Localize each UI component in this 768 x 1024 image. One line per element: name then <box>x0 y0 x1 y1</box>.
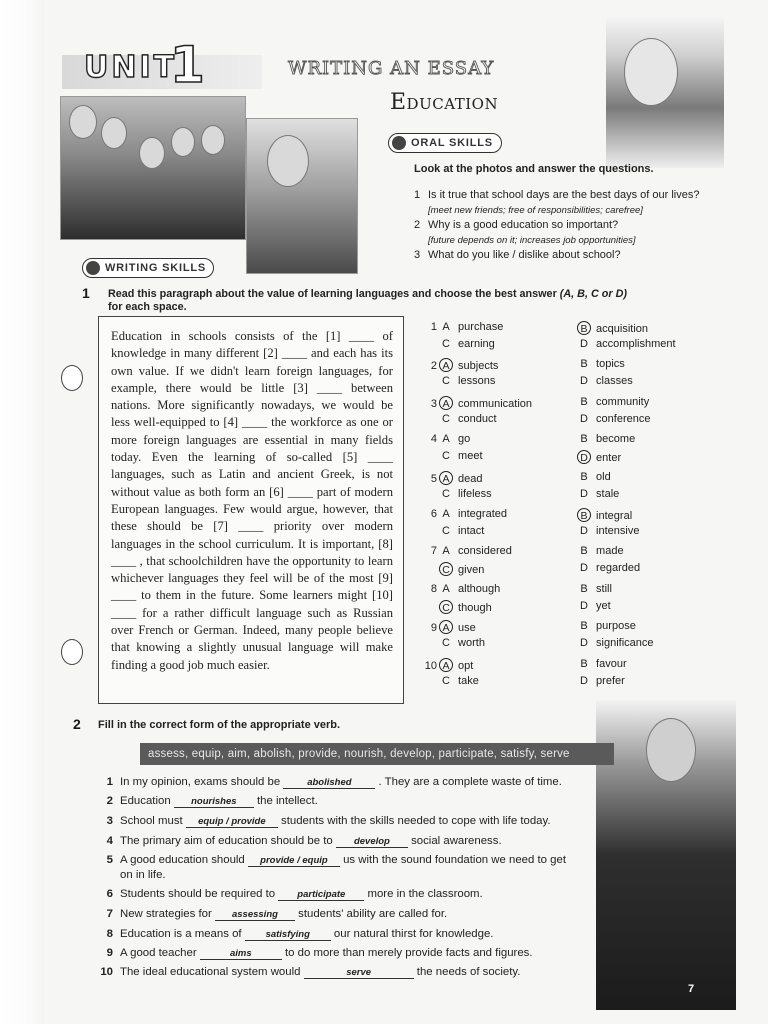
fill-item <box>95 795 318 808</box>
fill-answer: provide / equip <box>248 855 340 867</box>
option-letter: D <box>580 338 588 350</box>
option-word: purchase <box>455 321 504 333</box>
option-7-b <box>577 545 624 557</box>
exercise-2-number: 2 <box>73 716 81 732</box>
fill-item <box>95 776 562 789</box>
option-word: community <box>593 395 650 408</box>
binder-hole-bottom <box>61 639 83 665</box>
option-9-b <box>577 620 636 632</box>
option-word: take <box>455 674 479 687</box>
option-number: 8 <box>430 582 437 595</box>
fill-item-text: In my opinion, exams should be <box>120 776 284 788</box>
option-number: 7 <box>430 545 437 558</box>
option-word: conduct <box>455 412 497 425</box>
option-5-c <box>439 488 492 500</box>
fill-item-number: 6 <box>106 888 113 900</box>
bullet-icon <box>392 136 406 150</box>
option-word: subjects <box>455 360 499 373</box>
option-letter: A <box>439 471 453 485</box>
option-word: become <box>593 433 636 446</box>
option-letter: D <box>580 674 588 687</box>
exercise-1-instruction <box>108 288 627 300</box>
fill-item-number: 2 <box>106 795 113 807</box>
option-word: use <box>455 622 476 635</box>
oral-q3-number: 3 <box>414 249 421 261</box>
option-letter: A <box>439 396 453 410</box>
fill-answer: abolished <box>283 777 375 789</box>
fill-item-text: The primary aim of education should be to <box>120 835 336 847</box>
option-letter: C <box>442 338 450 350</box>
fill-item-text-end: students' ability are called for. <box>294 908 448 920</box>
option-8-d <box>577 600 611 612</box>
fill-item-number: 8 <box>106 928 113 940</box>
option-word: made <box>593 545 624 558</box>
fill-item-text-end: to do more than merely provide facts and figures. <box>281 947 533 959</box>
option-letter: B <box>580 470 588 483</box>
option-letter: D <box>580 487 588 500</box>
option-letter: D <box>580 637 588 650</box>
option-10-c <box>439 675 479 687</box>
option-word: lifeless <box>455 487 492 500</box>
fill-item-number: 7 <box>106 908 113 920</box>
option-8-b <box>577 583 612 595</box>
fill-item-number: 9 <box>106 947 113 959</box>
fill-item-continuation: on in life. <box>120 869 166 881</box>
option-5-d <box>577 488 619 500</box>
option-word: enter <box>593 452 622 465</box>
option-letter: C <box>442 375 450 388</box>
fill-item-text: School must <box>120 815 186 827</box>
oral-skills-label: ORAL SKILLS <box>411 137 493 149</box>
fill-answer: participate <box>278 889 364 901</box>
fill-item-text: New strategies for <box>120 908 215 920</box>
option-word: yet <box>593 599 611 612</box>
option-3-a <box>423 396 532 410</box>
unit-subtitle: WRITING AN ESSAY <box>288 58 495 79</box>
oral-q1: Is it true that school days are the best days of our lives? <box>428 189 700 201</box>
option-9-d <box>577 637 654 649</box>
option-10-d <box>577 675 625 687</box>
option-2-a <box>423 358 498 372</box>
page-number: 7 <box>688 983 695 995</box>
oral-q3: What do you like / dislike about school? <box>428 249 621 261</box>
binder-hole-top <box>61 365 83 391</box>
option-4-d <box>577 450 621 464</box>
option-letter: C <box>442 525 450 537</box>
option-word: old <box>593 470 611 483</box>
fill-item-number: 5 <box>106 854 113 866</box>
option-7-c <box>439 562 484 576</box>
option-1-a <box>423 321 503 333</box>
fill-item-text-end: social awareness. <box>407 835 502 847</box>
option-letter: B <box>580 395 588 408</box>
option-word: topics <box>593 358 625 371</box>
option-6-c <box>439 525 484 537</box>
option-7-d <box>577 562 640 574</box>
option-3-c <box>439 413 497 425</box>
fill-item-text-end: students with the skills needed to cope with life today. <box>277 815 551 827</box>
unit-number: 1 <box>170 36 205 94</box>
page-edge-shadow <box>0 0 44 1024</box>
fill-item <box>95 888 483 901</box>
option-word: worth <box>455 637 485 650</box>
option-letter: D <box>580 412 588 425</box>
option-letter: A <box>442 433 450 446</box>
fill-answer: assessing <box>215 909 295 921</box>
fill-item <box>95 908 447 921</box>
oral-skills-badge <box>388 133 502 153</box>
writing-skills-label: WRITING SKILLS <box>105 262 207 274</box>
option-letter: C <box>439 562 453 576</box>
option-word: opt <box>455 659 474 672</box>
option-word: integral <box>593 510 633 522</box>
option-letter: D <box>577 450 591 464</box>
passage-text: Education in schools consists of the [1] ____ of knowledge in many different [2] ____ and each has its own value. If we didn't learn foreign languages, for example, there would be little [3] ____ between nations. More significantly nowadays, we would be less well-equipped to [4] ____ the workforce as one or more foreign languages are essential in many fields today. Even the learning of so-called [5] ____ languages, such as Latin and ancient Greek, is not without value as both form an [6] ____ part of modern European languages. Few would argue, however, that these should be [7] ____ priority over modern languages in the school curriculum. It is important, [8] ____ , that schoolchildren have the opportunity to learn whichever languages they feel will be of the most [9] ____ to them in the future. Some learners might [10] ____ for a rather difficult language such as Russian over French or German. Indeed, many people believe that knowing a slightly unusual language will make finding a good job much easier. <box>111 329 393 672</box>
option-3-d <box>577 413 650 425</box>
option-letter: B <box>580 620 588 633</box>
option-word: dead <box>455 472 483 485</box>
option-letter: D <box>580 375 588 388</box>
option-letter: C <box>442 637 450 650</box>
fill-item-text: A good teacher <box>120 947 200 959</box>
option-letter: B <box>580 657 588 670</box>
option-8-c <box>439 600 492 614</box>
option-letter: B <box>580 582 588 595</box>
option-word: intact <box>455 525 485 537</box>
option-10-b <box>577 658 627 670</box>
option-6-b <box>577 508 632 522</box>
fill-item <box>95 835 502 848</box>
option-word: purpose <box>593 620 636 633</box>
exercise-1-instruction-cont: for each space. <box>108 301 187 313</box>
option-number: 9 <box>430 622 437 635</box>
option-letter: B <box>577 321 591 335</box>
option-number: 4 <box>430 433 437 446</box>
oral-instruction: Look at the photos and answer the questions. <box>414 163 654 175</box>
option-letter: B <box>580 545 588 558</box>
option-letter: B <box>580 358 588 371</box>
option-1-b <box>577 321 648 335</box>
option-word: conference <box>593 412 651 425</box>
businessman-photo <box>596 700 736 1010</box>
option-number: 5 <box>430 472 437 485</box>
fill-item-text: Students should be required to <box>120 888 279 900</box>
option-4-a <box>423 433 470 445</box>
option-letter: D <box>580 562 588 575</box>
fill-answer: develop <box>336 836 408 848</box>
option-letter: A <box>439 620 453 634</box>
option-word: intensive <box>593 525 640 537</box>
exercise-1-letters: (A, B, C or D) <box>559 288 627 300</box>
schoolgirl-photo <box>246 118 358 274</box>
fill-item-text-end: the needs of society. <box>413 966 521 978</box>
option-letter: A <box>442 321 450 333</box>
fill-answer: satisfying <box>245 929 331 941</box>
exercise-1-number: 1 <box>82 285 90 301</box>
fill-answer: serve <box>304 967 414 979</box>
option-letter: C <box>442 487 450 500</box>
option-word: accomplishment <box>593 338 676 350</box>
bullet-icon <box>86 261 100 275</box>
option-letter: B <box>580 433 588 446</box>
fill-item <box>95 928 493 941</box>
option-9-c <box>439 637 485 649</box>
writing-skills-badge <box>82 258 214 278</box>
option-number: 2 <box>430 360 437 373</box>
option-number: 3 <box>430 397 437 410</box>
option-letter: C <box>439 600 453 614</box>
fill-item-number: 4 <box>106 835 113 847</box>
option-letter: A <box>442 582 450 595</box>
woman-portrait-photo <box>606 18 724 168</box>
unit-label: UNIT <box>84 50 178 85</box>
exercise-2-instruction: Fill in the correct form of the appropriate verb. <box>98 719 341 731</box>
option-7-a <box>423 545 512 557</box>
oral-q1-number: 1 <box>414 189 421 201</box>
fill-item <box>95 947 533 960</box>
word-bank: assess, equip, aim, abolish, provide, nourish, develop, participate, satisfy, serve <box>140 743 614 765</box>
fill-item-number: 3 <box>106 815 113 827</box>
option-word: favour <box>593 657 627 670</box>
option-word: meet <box>455 450 483 463</box>
option-word: classes <box>593 375 633 388</box>
option-letter: C <box>442 674 450 687</box>
students-group-photo <box>60 96 246 240</box>
option-5-b <box>577 471 611 483</box>
oral-q2-hint: [future depends on it; increases job opportunities] <box>428 235 636 246</box>
option-word: considered <box>455 545 512 558</box>
option-letter: B <box>577 508 591 522</box>
option-3-b <box>577 396 649 408</box>
option-number: 10 <box>424 659 437 672</box>
option-2-b <box>577 358 625 370</box>
oral-q2-number: 2 <box>414 219 421 231</box>
fill-item <box>95 815 551 828</box>
option-letter: D <box>580 525 588 537</box>
option-6-a <box>423 508 507 520</box>
option-word: go <box>455 433 471 446</box>
option-word: still <box>593 582 612 595</box>
exercise-1-instruction-text: Read this paragraph about the value of learning languages and choose the best answer <box>108 288 557 300</box>
option-word: significance <box>593 637 654 650</box>
option-4-b <box>577 433 635 445</box>
page-title: Education <box>390 90 499 115</box>
option-word: although <box>455 582 501 595</box>
option-letter: C <box>442 450 450 463</box>
oral-q1-hint: [meet new friends; free of responsibilities; carefree] <box>428 205 643 216</box>
option-word: earning <box>455 338 495 350</box>
option-word: stale <box>593 487 620 500</box>
fill-item-text: Education is a means of <box>120 928 245 940</box>
option-letter: C <box>442 412 450 425</box>
option-6-d <box>577 525 639 537</box>
option-number: 1 <box>430 321 437 333</box>
option-word: communication <box>455 397 533 410</box>
fill-item-text: A good education should <box>120 854 248 866</box>
option-8-a <box>423 583 500 595</box>
option-10-a <box>423 658 473 672</box>
option-4-c <box>439 450 483 462</box>
option-9-a <box>423 620 476 634</box>
fill-item <box>95 966 520 979</box>
option-letter: A <box>442 545 450 558</box>
fill-item-text-end: us with the sound foundation we need to get <box>339 854 567 866</box>
option-letter: D <box>580 599 588 612</box>
option-2-c <box>439 375 495 387</box>
fill-item-number: 10 <box>100 966 113 978</box>
fill-item-text: Education <box>120 795 174 807</box>
fill-item-text-end: our natural thirst for knowledge. <box>330 928 494 940</box>
option-word: integrated <box>455 508 507 520</box>
fill-item-text-end: more in the classroom. <box>364 888 483 900</box>
option-letter: A <box>439 358 453 372</box>
option-number: 6 <box>430 508 437 520</box>
option-word: lessons <box>455 375 496 388</box>
oral-q2: Why is a good education so important? <box>428 219 619 231</box>
option-letter: A <box>439 658 453 672</box>
option-word: acquisition <box>593 323 649 335</box>
fill-item-text: The ideal educational system would <box>120 966 304 978</box>
option-word: though <box>455 601 492 614</box>
fill-item-text-end: the intellect. <box>253 795 318 807</box>
option-letter: A <box>442 508 450 520</box>
fill-answer: nourishes <box>174 796 254 808</box>
option-word: prefer <box>593 674 625 687</box>
fill-answer: equip / provide <box>186 816 278 828</box>
option-2-d <box>577 375 633 387</box>
fill-item <box>95 854 566 867</box>
option-word: regarded <box>593 562 641 575</box>
fill-answer: aims <box>200 948 282 960</box>
fill-item-number: 1 <box>106 776 113 788</box>
option-1-d <box>577 338 676 350</box>
reading-passage <box>98 316 404 704</box>
option-word: given <box>455 564 485 577</box>
fill-item-text-end: . They are a complete waste of time. <box>375 776 562 788</box>
option-5-a <box>423 471 483 485</box>
option-1-c <box>439 338 495 350</box>
